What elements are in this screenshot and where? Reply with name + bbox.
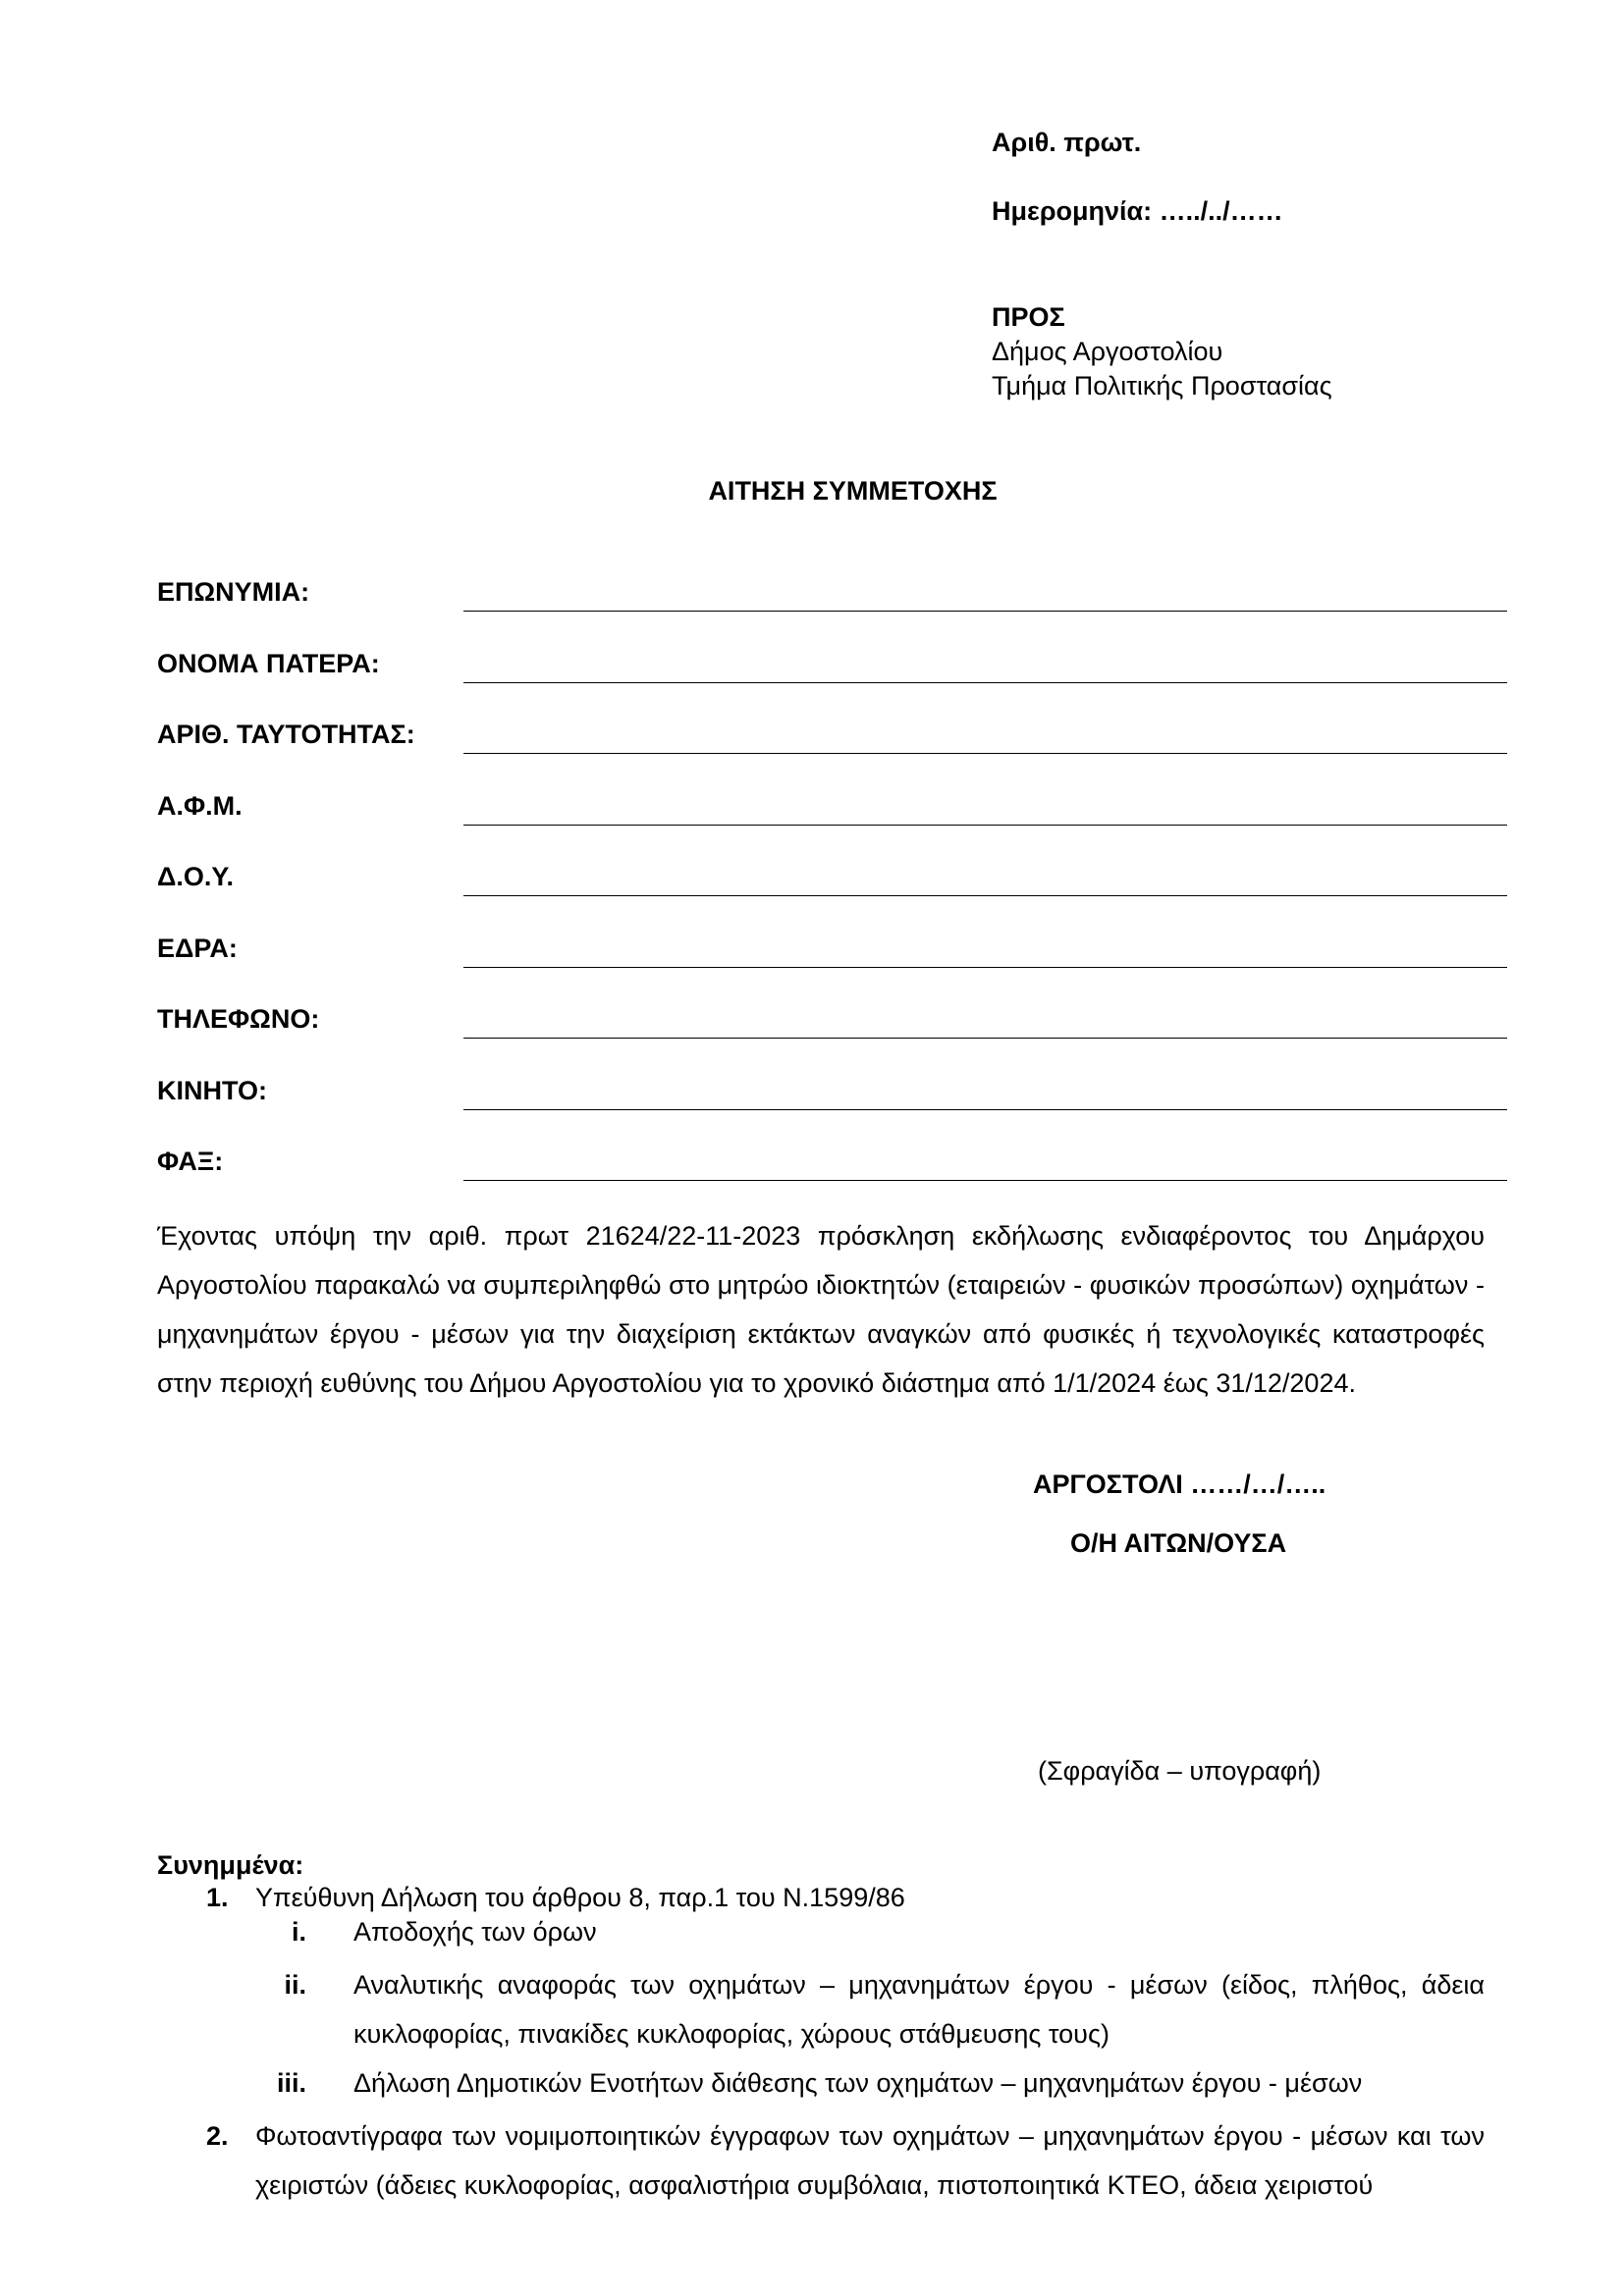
field-label: ΦΑΞ: bbox=[157, 1147, 224, 1176]
tax-office-field[interactable] bbox=[463, 895, 1507, 896]
subitem-text: Δήλωση Δημοτικών Ενοτήτων διάθεσης των οχημάτων – μηχανημάτων έργου - μέσων bbox=[353, 2068, 1363, 2098]
recipient-line-1: Δήμος Αργοστολίου bbox=[992, 337, 1223, 366]
field-label: ΕΔΡΑ: bbox=[157, 933, 238, 963]
attachments-title: Συνημμένα: bbox=[157, 1850, 304, 1880]
subitem-text: Αναλυτικής αναφοράς των οχημάτων – μηχανημάτων έργου - μέσων (είδος, πλήθος, άδεια κυκλοφορίας, πινακίδες κυκλοφορίας, χώρους στάθμευσης τους) bbox=[353, 1970, 1485, 2049]
field-label: Α.Φ.Μ. bbox=[157, 790, 243, 821]
attachments-list bbox=[157, 1881, 1485, 2210]
form-row-tax-number bbox=[157, 787, 1507, 859]
item-number: 1. bbox=[206, 1883, 229, 1912]
subitem-number: i. bbox=[291, 1917, 306, 1947]
protocol-number-label: Αριθ. πρωτ. bbox=[992, 128, 1142, 157]
attachment-subitem-ii bbox=[157, 1960, 1485, 2058]
form-row-seat bbox=[157, 930, 1507, 1001]
item-number: 2. bbox=[206, 2121, 229, 2151]
form-row-mobile bbox=[157, 1072, 1507, 1144]
signature-place-date: ΑΡΓΟΣΤΟΛΙ ……/…/….. bbox=[1033, 1469, 1326, 1499]
attachment-subitem-iii bbox=[157, 2058, 1485, 2108]
field-label: ΤΗΛΕΦΩΝΟ: bbox=[157, 1004, 320, 1034]
item-text: Υπεύθυνη Δήλωση του άρθρου 8, παρ.1 του Ν.1599/86 bbox=[255, 1883, 905, 1912]
document-title: ΑΙΤΗΣΗ ΣΥΜΜΕΤΟΧΗΣ bbox=[708, 476, 998, 506]
field-label: ΕΠΩΝΥΜΙΑ: bbox=[157, 577, 310, 607]
field-label: Δ.Ο.Υ. bbox=[157, 862, 234, 891]
application-form bbox=[157, 573, 1507, 1214]
subitem-number: iii. bbox=[276, 2068, 306, 2098]
recipient-line-2: Τμήμα Πολιτικής Προστασίας bbox=[992, 371, 1332, 400]
company-name-field[interactable] bbox=[463, 611, 1507, 612]
request-paragraph: Έχοντας υπόψη την αριθ. πρωτ 21624/22-11-2023 πρόσκληση εκδήλωσης ενδιαφέροντος του Δημάρχου Αργοστολίου παρακαλώ να συμπεριληφθώ στο μητρώο ιδιοκτητών (εταιρειών - φυσικών προσώπων) οχημάτων - μηχανημάτων έργου - μέσων για την διαχείριση εκτάκτων αναγκών από φυσικές ή τεχνολογικές καταστροφές στην περιοχή ευθύνης του Δήμου Αργοστολίου για το χρονικό διάστημα από 1/1/2024 έως 31/12/2024. bbox=[157, 1221, 1485, 1398]
attachment-item-1 bbox=[157, 1881, 1485, 1915]
date-label: Ημερομηνία: …../../…… bbox=[992, 196, 1283, 226]
field-label: ΚΙΝΗΤΟ: bbox=[157, 1075, 267, 1105]
field-label: ΟΝΟΜΑ ΠΑΤΕΡΑ: bbox=[157, 648, 380, 678]
form-row-phone bbox=[157, 1000, 1507, 1072]
signature-role: Ο/Η ΑΙΤΩΝ/ΟΥΣΑ bbox=[1070, 1528, 1287, 1558]
attachment-item-2 bbox=[157, 2111, 1485, 2210]
form-row-id-number bbox=[157, 716, 1507, 787]
form-row-fax bbox=[157, 1143, 1507, 1214]
item-text: Φωτοαντίγραφα των νομιμοποιητικών έγγραφων των οχημάτων – μηχανημάτων έργου - μέσων και των χειριστών (άδειες κυκλοφορίας, ασφαλιστήρια συμβόλαια, πιστοποιητικά ΚΤΕΟ, άδεια χειριστού bbox=[255, 2121, 1485, 2200]
recipient-label: ΠΡΟΣ bbox=[992, 302, 1065, 332]
field-label: ΑΡΙΘ. ΤΑΥΤΟΤΗΤΑΣ: bbox=[157, 720, 415, 749]
subitem-number: ii. bbox=[284, 1970, 306, 2000]
form-row-company-name bbox=[157, 573, 1507, 645]
id-number-field[interactable] bbox=[463, 753, 1507, 754]
attachment-subitem-i bbox=[157, 1915, 1485, 1960]
fax-field[interactable] bbox=[463, 1180, 1507, 1181]
form-row-tax-office bbox=[157, 858, 1507, 930]
tax-number-field[interactable] bbox=[463, 825, 1507, 826]
seat-field[interactable] bbox=[463, 967, 1507, 968]
phone-field[interactable] bbox=[463, 1038, 1507, 1039]
mobile-field[interactable] bbox=[463, 1109, 1507, 1110]
form-row-father-name bbox=[157, 645, 1507, 717]
subitem-text: Αποδοχής των όρων bbox=[353, 1917, 597, 1947]
signature-stamp-note: (Σφραγίδα – υπογραφή) bbox=[1038, 1756, 1322, 1786]
father-name-field[interactable] bbox=[463, 682, 1507, 683]
